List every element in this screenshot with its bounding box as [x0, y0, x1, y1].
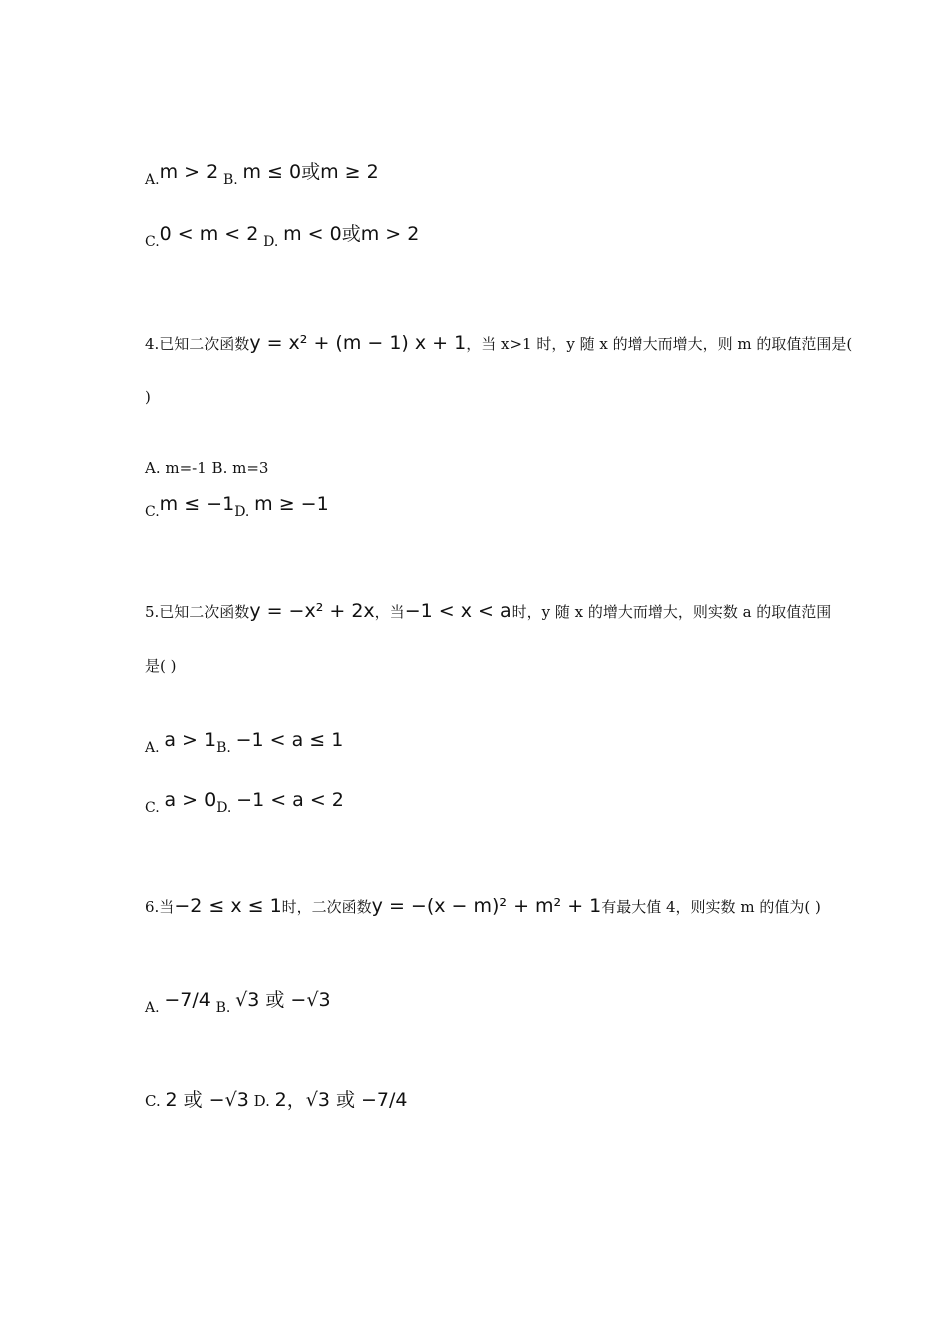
math-expression: 2 或 −√3	[165, 1089, 249, 1111]
option-label: B.	[216, 740, 231, 756]
math-expression: m < 0或m > 2	[283, 223, 420, 245]
math-expression: 2，√3 或 −7/4	[274, 1089, 408, 1111]
math-expression: −1 < a ≤ 1	[235, 729, 344, 751]
question-4-close	[145, 387, 151, 407]
q6-options-ab	[145, 989, 331, 1016]
math-expression: y = −x² + 2x	[249, 600, 375, 622]
question-text: 4.已知二次函数	[145, 335, 250, 353]
question-4-stem	[145, 333, 852, 354]
option-label: C.	[145, 234, 160, 250]
math-expression: m > 2	[159, 161, 219, 183]
math-expression: y = x² + (m − 1) x + 1	[249, 332, 467, 354]
question-text: 5.已知二次函数	[145, 603, 250, 621]
q3-options-ab	[145, 161, 379, 188]
q5-options-cd	[145, 789, 344, 816]
math-expression: −2 ≤ x ≤ 1	[174, 895, 282, 917]
question-text: 时，y 随 x 的增大而增大，则实数 a 的取值范围	[511, 603, 832, 621]
option-label: D.	[263, 234, 279, 250]
option-label: B.	[215, 1000, 231, 1016]
option-label: B.	[222, 172, 238, 188]
math-expression: a > 1	[164, 729, 217, 751]
math-expression: √3 或 −√3	[235, 989, 331, 1011]
q3-options-cd	[145, 223, 420, 250]
math-expression: a > 0	[164, 789, 217, 811]
option-label: A.	[145, 1000, 160, 1016]
option-label: D.	[216, 800, 232, 816]
option-label: C.	[145, 1092, 161, 1110]
option-label: D.	[234, 504, 250, 520]
math-expression: m ≥ −1	[254, 493, 329, 515]
option-label: A.	[145, 172, 160, 188]
question-text: 是( )	[145, 657, 177, 675]
math-expression: −1 < a < 2	[236, 789, 344, 811]
math-expression: y = −(x − m)² + m² + 1	[371, 895, 602, 917]
option-label: C.	[145, 800, 160, 816]
math-expression: m ≤ −1	[159, 493, 235, 515]
question-text: ，当	[374, 603, 405, 621]
question-text: 6.当	[145, 898, 175, 916]
q4-options-ab	[145, 458, 268, 478]
question-text: ，当 x>1 时，y 随 x 的增大而增大，则 m 的取值范围是(	[466, 335, 853, 353]
option-label: A.	[145, 740, 160, 756]
question-text: 有最大值 4，则实数 m 的值为( )	[601, 898, 821, 916]
math-expression: 0 < m < 2	[159, 223, 259, 245]
options-text: A. m=-1 B. m=3	[145, 459, 269, 477]
question-6-stem	[145, 896, 821, 917]
math-expression: −1 < x < a	[404, 600, 512, 622]
option-label: D.	[253, 1092, 270, 1110]
math-expression: −7/4	[164, 989, 211, 1011]
question-5-line2	[145, 656, 176, 676]
q6-options-cd	[145, 1090, 408, 1111]
q4-options-cd	[145, 493, 329, 520]
question-text: )	[145, 388, 151, 406]
math-expression: m ≤ 0或m ≥ 2	[242, 161, 379, 183]
option-label: C.	[145, 504, 160, 520]
q5-options-ab	[145, 729, 344, 756]
question-5-stem	[145, 601, 831, 622]
question-text: 时，二次函数	[281, 898, 372, 916]
